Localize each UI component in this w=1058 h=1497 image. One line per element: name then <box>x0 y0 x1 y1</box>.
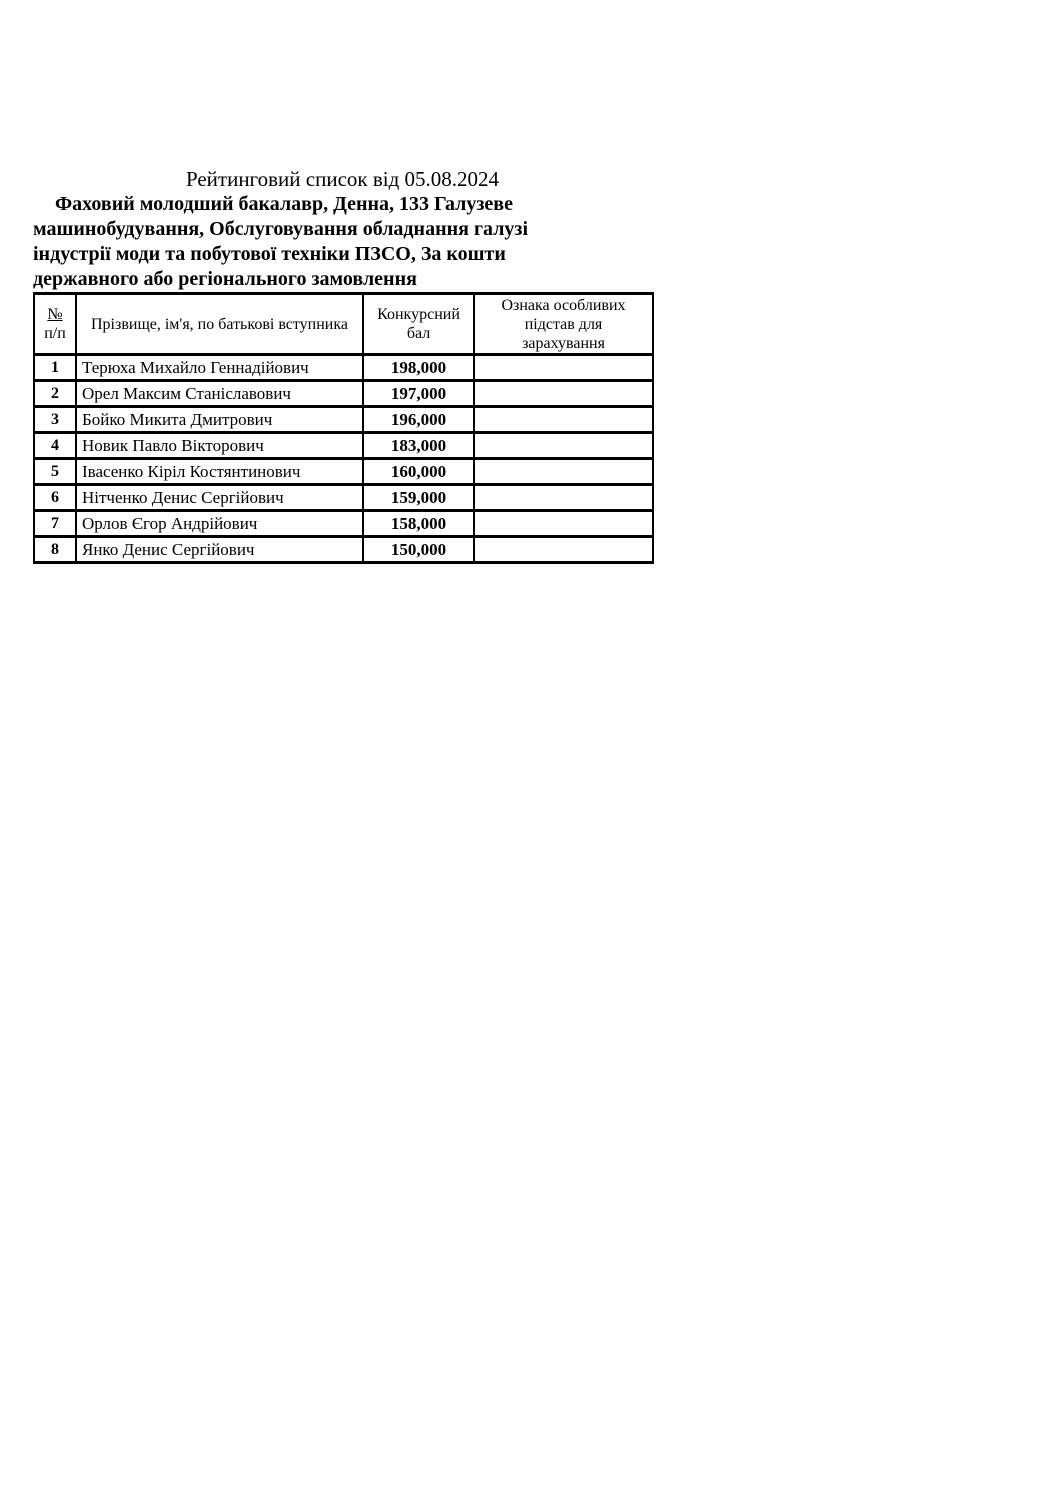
special-cell <box>474 459 653 485</box>
name-cell: Бойко Микита Дмитрович <box>76 407 363 433</box>
name-cell: Орел Максим Станіславович <box>76 381 363 407</box>
header-number-sign: № <box>47 306 63 323</box>
special-cell <box>474 511 653 537</box>
rank-cell: 3 <box>34 407 76 433</box>
score-cell: 197,000 <box>363 381 474 407</box>
score-cell: 150,000 <box>363 537 474 563</box>
rating-table <box>33 292 654 564</box>
rating-table-header <box>34 294 653 355</box>
score-cell: 198,000 <box>363 355 474 381</box>
header-cell-name: Прізвище, ім'я, по батькові вступника <box>76 294 363 355</box>
rank-cell: 2 <box>34 381 76 407</box>
header-cell-number <box>34 294 76 355</box>
name-cell: Терюха Михайло Геннадійович <box>76 355 363 381</box>
special-cell <box>474 407 653 433</box>
table-row <box>34 537 653 563</box>
table-row <box>34 511 653 537</box>
score-cell: 160,000 <box>363 459 474 485</box>
rank-cell: 5 <box>34 459 76 485</box>
special-cell <box>474 381 653 407</box>
header-cell-special: Ознака особливих підстав для зарахування <box>474 294 653 355</box>
table-row <box>34 355 653 381</box>
name-cell: Івасенко Кіріл Костянтинович <box>76 459 363 485</box>
score-cell: 158,000 <box>363 511 474 537</box>
special-cell <box>474 355 653 381</box>
table-row <box>34 407 653 433</box>
rank-cell: 1 <box>34 355 76 381</box>
rank-cell: 8 <box>34 537 76 563</box>
name-cell: Янко Денис Сергійович <box>76 537 363 563</box>
page-title: Рейтинговий список від 05.08.2024 <box>185 167 500 191</box>
header-cell-score: Конкурсний бал <box>363 294 474 355</box>
table-row <box>34 381 653 407</box>
header-row <box>34 294 653 355</box>
special-cell <box>474 485 653 511</box>
document-content <box>33 166 652 564</box>
program-description-line: Фаховий молодший бакалавр, Денна, 133 Галузеве <box>55 193 513 215</box>
name-cell: Орлов Єгор Андрійович <box>76 511 363 537</box>
name-cell: Новик Павло Вікторович <box>76 433 363 459</box>
table-row <box>34 459 653 485</box>
table-row <box>34 485 653 511</box>
program-description-line: машинобудування, Обслуговування обладнання галузі <box>33 218 529 240</box>
special-cell <box>474 537 653 563</box>
program-description <box>33 192 652 292</box>
special-cell <box>474 433 653 459</box>
score-cell: 159,000 <box>363 485 474 511</box>
score-cell: 183,000 <box>363 433 474 459</box>
rating-table-body <box>34 355 653 563</box>
rank-cell: 6 <box>34 485 76 511</box>
program-description-line: індустрії моди та побутової техніки ПЗСО, За кошти <box>33 243 506 265</box>
rank-cell: 4 <box>34 433 76 459</box>
rank-cell: 7 <box>34 511 76 537</box>
program-description-line: державного або регіонального замовлення <box>33 268 417 290</box>
name-cell: Нітченко Денис Сергійович <box>76 485 363 511</box>
table-row <box>34 433 653 459</box>
header-number-unit: п/п <box>44 325 66 342</box>
score-cell: 196,000 <box>363 407 474 433</box>
